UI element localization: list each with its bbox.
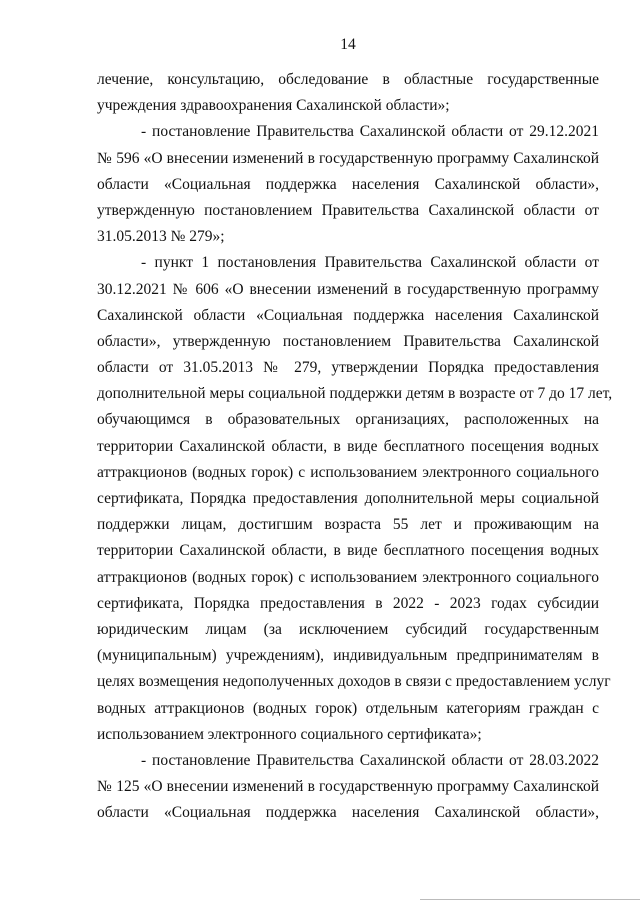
text-line: № 596 «О внесении изменений в государственную программу Сахалинской	[97, 149, 599, 167]
paragraph	[97, 119, 599, 250]
text-line: аттракционов (водных горок) с использованием электронного социального	[97, 463, 599, 481]
text-line: учреждения здравоохранения Сахалинской области»;	[97, 97, 450, 115]
text-line: аттракционов (водных горок) с использованием электронного социального	[97, 568, 599, 586]
text-line: юридическим лицам (за исключением субсидий государственным	[97, 620, 599, 638]
text-line: водных аттракционов (водных горок) отдельным категориям граждан с	[97, 699, 599, 717]
text-line: поддержки лицам, достигшим возраста 55 лет и проживающим на	[97, 516, 599, 534]
text-line: области», утвержденную постановлением Правительства Сахалинской	[97, 332, 599, 350]
text-line: - пункт 1 постановления Правительства Сахалинской области от	[141, 254, 599, 272]
text-line: лечение, консультацию, обследование в областные государственные	[97, 71, 599, 88]
text-line: сертификата, Порядка предоставления в 2022 - 2023 годах субсидии	[97, 594, 599, 612]
text-line: 31.05.2013 № 279»;	[97, 228, 225, 246]
text-line: целях возмещения недополученных доходов в связи с предоставлением услуг	[97, 673, 611, 691]
text-line: использованием электронного социального сертификата»;	[97, 725, 482, 743]
text-line: утвержденную постановлением Правительства Сахалинской области от	[97, 201, 599, 219]
text-line: области «Социальная поддержка населения Сахалинской области»,	[97, 804, 599, 822]
text-line: области от 31.05.2013 № 279, утверждении Порядка предоставления	[97, 359, 599, 377]
page-number: 14	[340, 36, 356, 53]
text-line: - постановление Правительства Сахалинской области от 28.03.2022	[141, 751, 599, 769]
paragraph	[97, 250, 613, 748]
text-line: (муниципальным) учреждениям), индивидуальным предпринимателям в	[97, 647, 599, 665]
text-line: дополнительной меры социальной поддержки детям в возрасте от 7 до 17 лет,	[97, 385, 613, 403]
paragraph	[97, 748, 599, 827]
document-body	[97, 67, 613, 826]
text-line: - постановление Правительства Сахалинской области от 29.12.2021	[141, 123, 599, 141]
text-line: обучающимся в образовательных организациях, расположенных на	[97, 411, 599, 429]
scan-artifact-line	[420, 899, 640, 900]
text-line: 30.12.2021 № 606 «О внесении изменений в государственную программу	[97, 280, 599, 298]
text-line: территории Сахалинской области, в виде бесплатного посещения водных	[97, 542, 599, 560]
text-line: области «Социальная поддержка населения Сахалинской области»,	[97, 175, 599, 193]
paragraph	[97, 67, 599, 119]
text-line: № 125 «О внесении изменений в государственную программу Сахалинской	[97, 778, 599, 796]
text-line: территории Сахалинской области, в виде бесплатного посещения водных	[97, 437, 599, 455]
text-line: Сахалинской области «Социальная поддержка населения Сахалинской	[97, 306, 599, 324]
text-line: сертификата, Порядка предоставления дополнительной меры социальной	[97, 490, 599, 507]
